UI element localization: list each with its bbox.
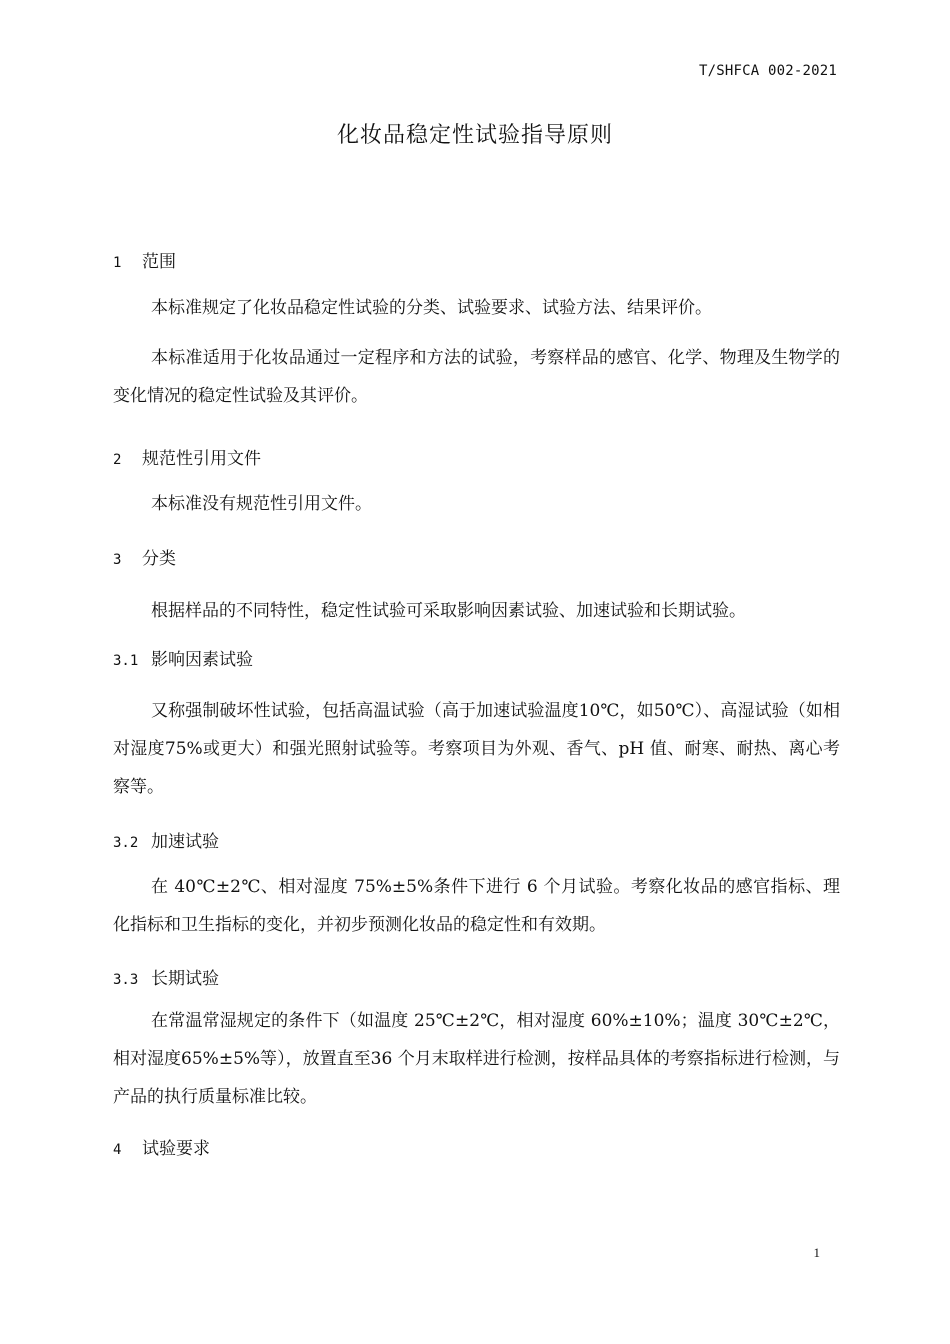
page-number: 1 bbox=[813, 1245, 820, 1260]
section-heading-2 bbox=[113, 444, 261, 469]
section-number: 3.3 bbox=[113, 972, 139, 988]
section-title: 加速试验 bbox=[151, 832, 219, 852]
section-heading-3-2 bbox=[113, 827, 219, 852]
section-title: 规范性引用文件 bbox=[142, 449, 261, 469]
section-title: 长期试验 bbox=[151, 969, 219, 989]
section-title: 影响因素试验 bbox=[151, 650, 253, 670]
section-heading-3-1 bbox=[113, 645, 253, 670]
paragraph-scope-2: 本标准适用于化妆品通过一定程序和方法的试验，考察样品的感官、化学、物理及生物学的变化情况的稳定性试验及其评价。 bbox=[113, 348, 840, 406]
section-title: 试验要求 bbox=[142, 1139, 210, 1159]
section-title: 分类 bbox=[142, 549, 176, 569]
section-title: 范围 bbox=[142, 252, 176, 272]
section-number: 3.2 bbox=[113, 835, 139, 851]
paragraph-accelerated-test: 在 40℃±2℃、相对湿度 75%±5%条件下进行 6 个月试验。考察化妆品的感官指标、理化指标和卫生指标的变化，并初步预测化妆品的稳定性和有效期。 bbox=[113, 877, 840, 935]
paragraph-scope-1: 本标准规定了化妆品稳定性试验的分类、试验要求、试验方法、结果评价。 bbox=[151, 298, 712, 318]
section-number: 1 bbox=[113, 255, 122, 271]
document-code: T/SHFCA 002-2021 bbox=[698, 63, 837, 79]
section-heading-3 bbox=[113, 544, 176, 569]
section-heading-1 bbox=[113, 247, 176, 272]
section-number: 3 bbox=[113, 552, 122, 568]
section-number: 4 bbox=[113, 1142, 122, 1158]
section-number: 3.1 bbox=[113, 653, 139, 669]
section-heading-3-3 bbox=[113, 964, 219, 989]
paragraph-normative-references: 本标准没有规范性引用文件。 bbox=[151, 494, 372, 514]
section-heading-4 bbox=[113, 1134, 210, 1159]
paragraph-long-term-test: 在常温常湿规定的条件下（如温度 25℃±2℃，相对湿度 60%±10%；温度 30℃±2℃，相对湿度65%±5%等），放置直至36 个月末取样进行检测，按样品具体的考察指标进行检测，与产品的执行质量标准比较。 bbox=[113, 1011, 840, 1107]
paragraph-influence-factor-test: 又称强制破坏性试验，包括高温试验（高于加速试验温度10℃，如50℃）、高湿试验（如相对湿度75%或更大）和强光照射试验等。考察项目为外观、香气、pH 值、耐寒、耐热、离心考察等。 bbox=[113, 701, 840, 797]
paragraph-classification: 根据样品的不同特性，稳定性试验可采取影响因素试验、加速试验和长期试验。 bbox=[151, 601, 746, 621]
document-title: 化妆品稳定性试验指导原则 bbox=[336, 123, 613, 148]
section-number: 2 bbox=[113, 452, 122, 468]
